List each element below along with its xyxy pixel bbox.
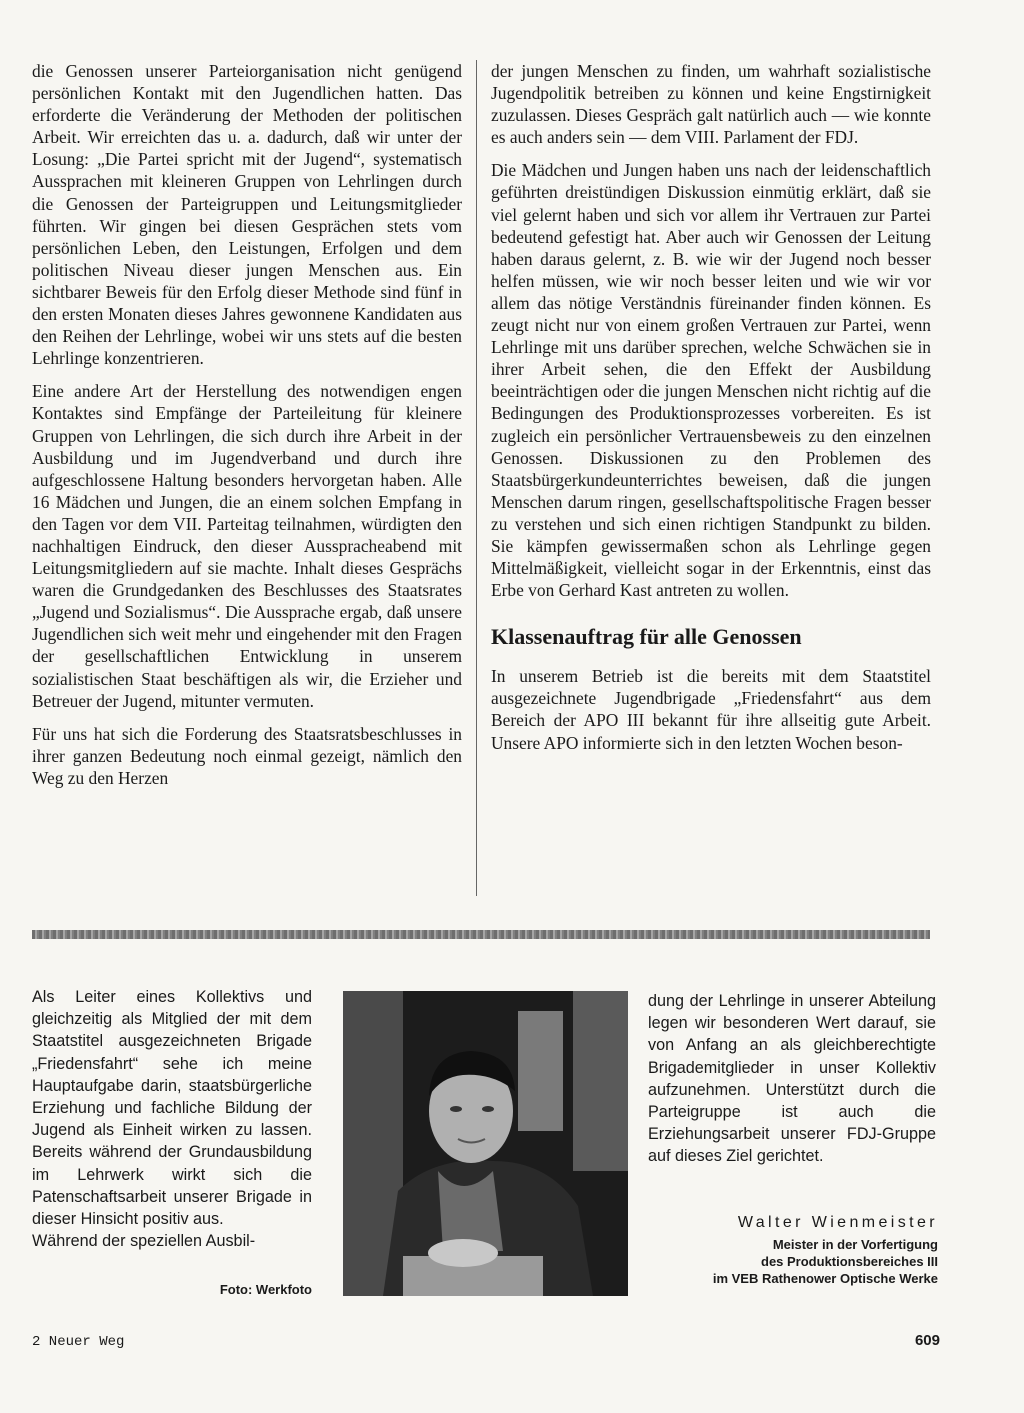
section-rule (32, 930, 930, 939)
paragraph: die Genossen unserer Parteiorganisation nicht genügend persönlichen Kontakt mit den Jugendlichen hatten. Das erforderte die Veränderung der Methoden der politischen Arbeit. Wir erreichten das u. a. dadurch, daß wir unter der Losung: „Die Partei spricht mit der Jugend“, systematisch Aussprachen mit kleineren Gruppen von Lehrlingen durch die Genossen der Parteigruppen und Leitungsmitglieder führten. Wir gingen bei diesen Gesprächen stets vom persönlichen Leben, den Leistungen, Erfolgen und dem politischen Niveau dieser jungen Menschen aus. Ein sichtbarer Beweis für den Erfolg dieser Methode sind fünf in den ersten Monaten dieses Jahres gewonnene Kandidaten aus den Reihen der Lehrlinge, wobei wir uns stets auf die besten Lehrlinge konzentrieren. (32, 61, 462, 369)
author-role: im VEB Rathenower Optische Werke (712, 1271, 938, 1286)
section-heading: Klassenauftrag für alle Genossen (491, 624, 802, 650)
quote-column-left (32, 986, 312, 1252)
article-column-right (491, 60, 931, 765)
column-divider (476, 60, 477, 896)
footer-publication: 2 Neuer Weg (32, 1334, 125, 1350)
author-role: Meister in der Vorfertigung (772, 1237, 938, 1252)
paragraph: Die Mädchen und Jungen haben uns nach der leidenschaftlich geführten dreistündigen Diskussion einmütig erklärt, daß sie viel gelernt haben und sich vor allem ihr Vertrauen zur Partei bedeutend gefestigt hat. Aber auch wir Genossen der Leitung haben daraus gelernt, z. B. wie wir der Jugend noch besser helfen müssen, wie wir noch besser leiten und wie wir vor allem das nötige Verständnis füreinander finden können. Es zeugt nicht nur von einem großen Vertrauen zur Partei, wenn Lehrlinge mit uns darüber sprechen, welche Schwächen sie in ihrer Arbeit sehen, die den Effekt der Ausbildung beeinträchtigen oder die jungen Menschen nicht richtig auf die Bedingungen des Produktionsprozesses vorbereiten. Es ist zugleich ein persönlicher Vertrauensbeweis zu den einzelnen Genossen. Diskussionen zu den Problemen des Staatsbürgerkundeunterrichtes beweisen, daß die jungen Menschen darum ringen, gesellschaftspolitische Fragen besser zu verstehen und sich einen richtigen Standpunkt zu bilden. Sie kämpfen gewissermaßen schon als Lehrlinge gegen Mittelmäßigkeit, vielleicht sogar in der Erkenntnis, einst das Erbe von Gerhard Kast antreten zu wollen. (491, 160, 931, 601)
paragraph: Für uns hat sich die Forderung des Staatsratsbeschlusses in ihrer ganzen Bedeutung noch einmal gezeigt, nämlich den Weg zu den Herzen (32, 723, 462, 788)
page-number: 609 (914, 1332, 940, 1349)
author-block (648, 1214, 938, 1287)
article-column-left (32, 60, 462, 800)
quote-paragraph: Während der speziellen Ausbil- (32, 1232, 256, 1251)
quote-paragraph: Als Leiter eines Kollektivs und gleichzeitig als Mitglied der mit dem Staatstitel ausgezeichneten Brigade „Friedensfahrt“ sehe ich meine Hauptaufgabe darin, staatsbürgerliche Erziehung und fachliche Bildung der Jugend als Einheit wirken zu lassen. Bereits während der Grundausbildung im Lehrwerk wirkt sich die Patenschaftsarbeit unserer Brigade in dieser Hinsicht positiv aus. (32, 988, 312, 1229)
paragraph: Eine andere Art der Herstellung des notwendigen engen Kontaktes sind Empfänge der Parteileitung für kleinere Gruppen von Lehrlingen, die sich durch ihre Arbeit in der Ausbildung und im Jugendverband und durch ihre aufgeschlossene Haltung besonders hervorgetan haben. Alle 16 Mädchen und Jungen, die an einem solchen Empfang in den Tagen vor dem VII. Parteitag teilnahmen, würdigten den nachhaltigen Eindruck, den dieser Ausspracheabend mit Leitungsmitgliedern auf sie machte. Inhalt dieses Gesprächs waren die Grundgedanken des Beschlusses des Staatsrates „Jugend und Sozialismus“. Die Aussprache ergab, daß unsere Jugendlichen sich weit mehr und eingehender mit den Fragen der gesellschaftlichen Entwicklung in unserem sozialistischen Staat beschäftigen als wir, die Erzieher und Betreuer der Jugend, mitunter vermuten. (32, 381, 462, 711)
photo-caption: Foto: Werkfoto (219, 1282, 312, 1297)
paragraph: der jungen Menschen zu finden, um wahrhaft sozialistische Jugendpolitik betreiben zu können und keine Engstirnigkeit zuzulassen. Dieses Gespräch galt natürlich auch — wie konnte es auch anders sein — dem VIII. Parlament der FDJ. (491, 61, 931, 148)
author-role: des Produktionsbereiches III (761, 1254, 938, 1269)
quote-paragraph: dung der Lehrlinge in unserer Abteilung legen wir besonderen Wert darauf, sie von Anfang an als gleichberechtigte Brigademitglieder in unser Kollektiv aufzunehmen. Unterstützt durch die Parteigruppe ist auch die Erziehungsarbeit unserer FDJ-Gruppe auf dieses Ziel gerichtet. (648, 992, 936, 1166)
paragraph: In unserem Betrieb ist die bereits mit dem Staatstitel ausgezeichnete Jugendbrigade „Friedensfahrt“ aus dem Bereich der APO III bekannt für ihre allseitig gute Arbeit. Unsere APO informierte sich in den letzten Wochen beson- (491, 666, 931, 753)
author-name: Walter Wienmeister (737, 1214, 938, 1231)
quote-column-right (648, 990, 936, 1168)
portrait-photo-illustration (343, 991, 628, 1296)
portrait-photo (343, 991, 628, 1296)
